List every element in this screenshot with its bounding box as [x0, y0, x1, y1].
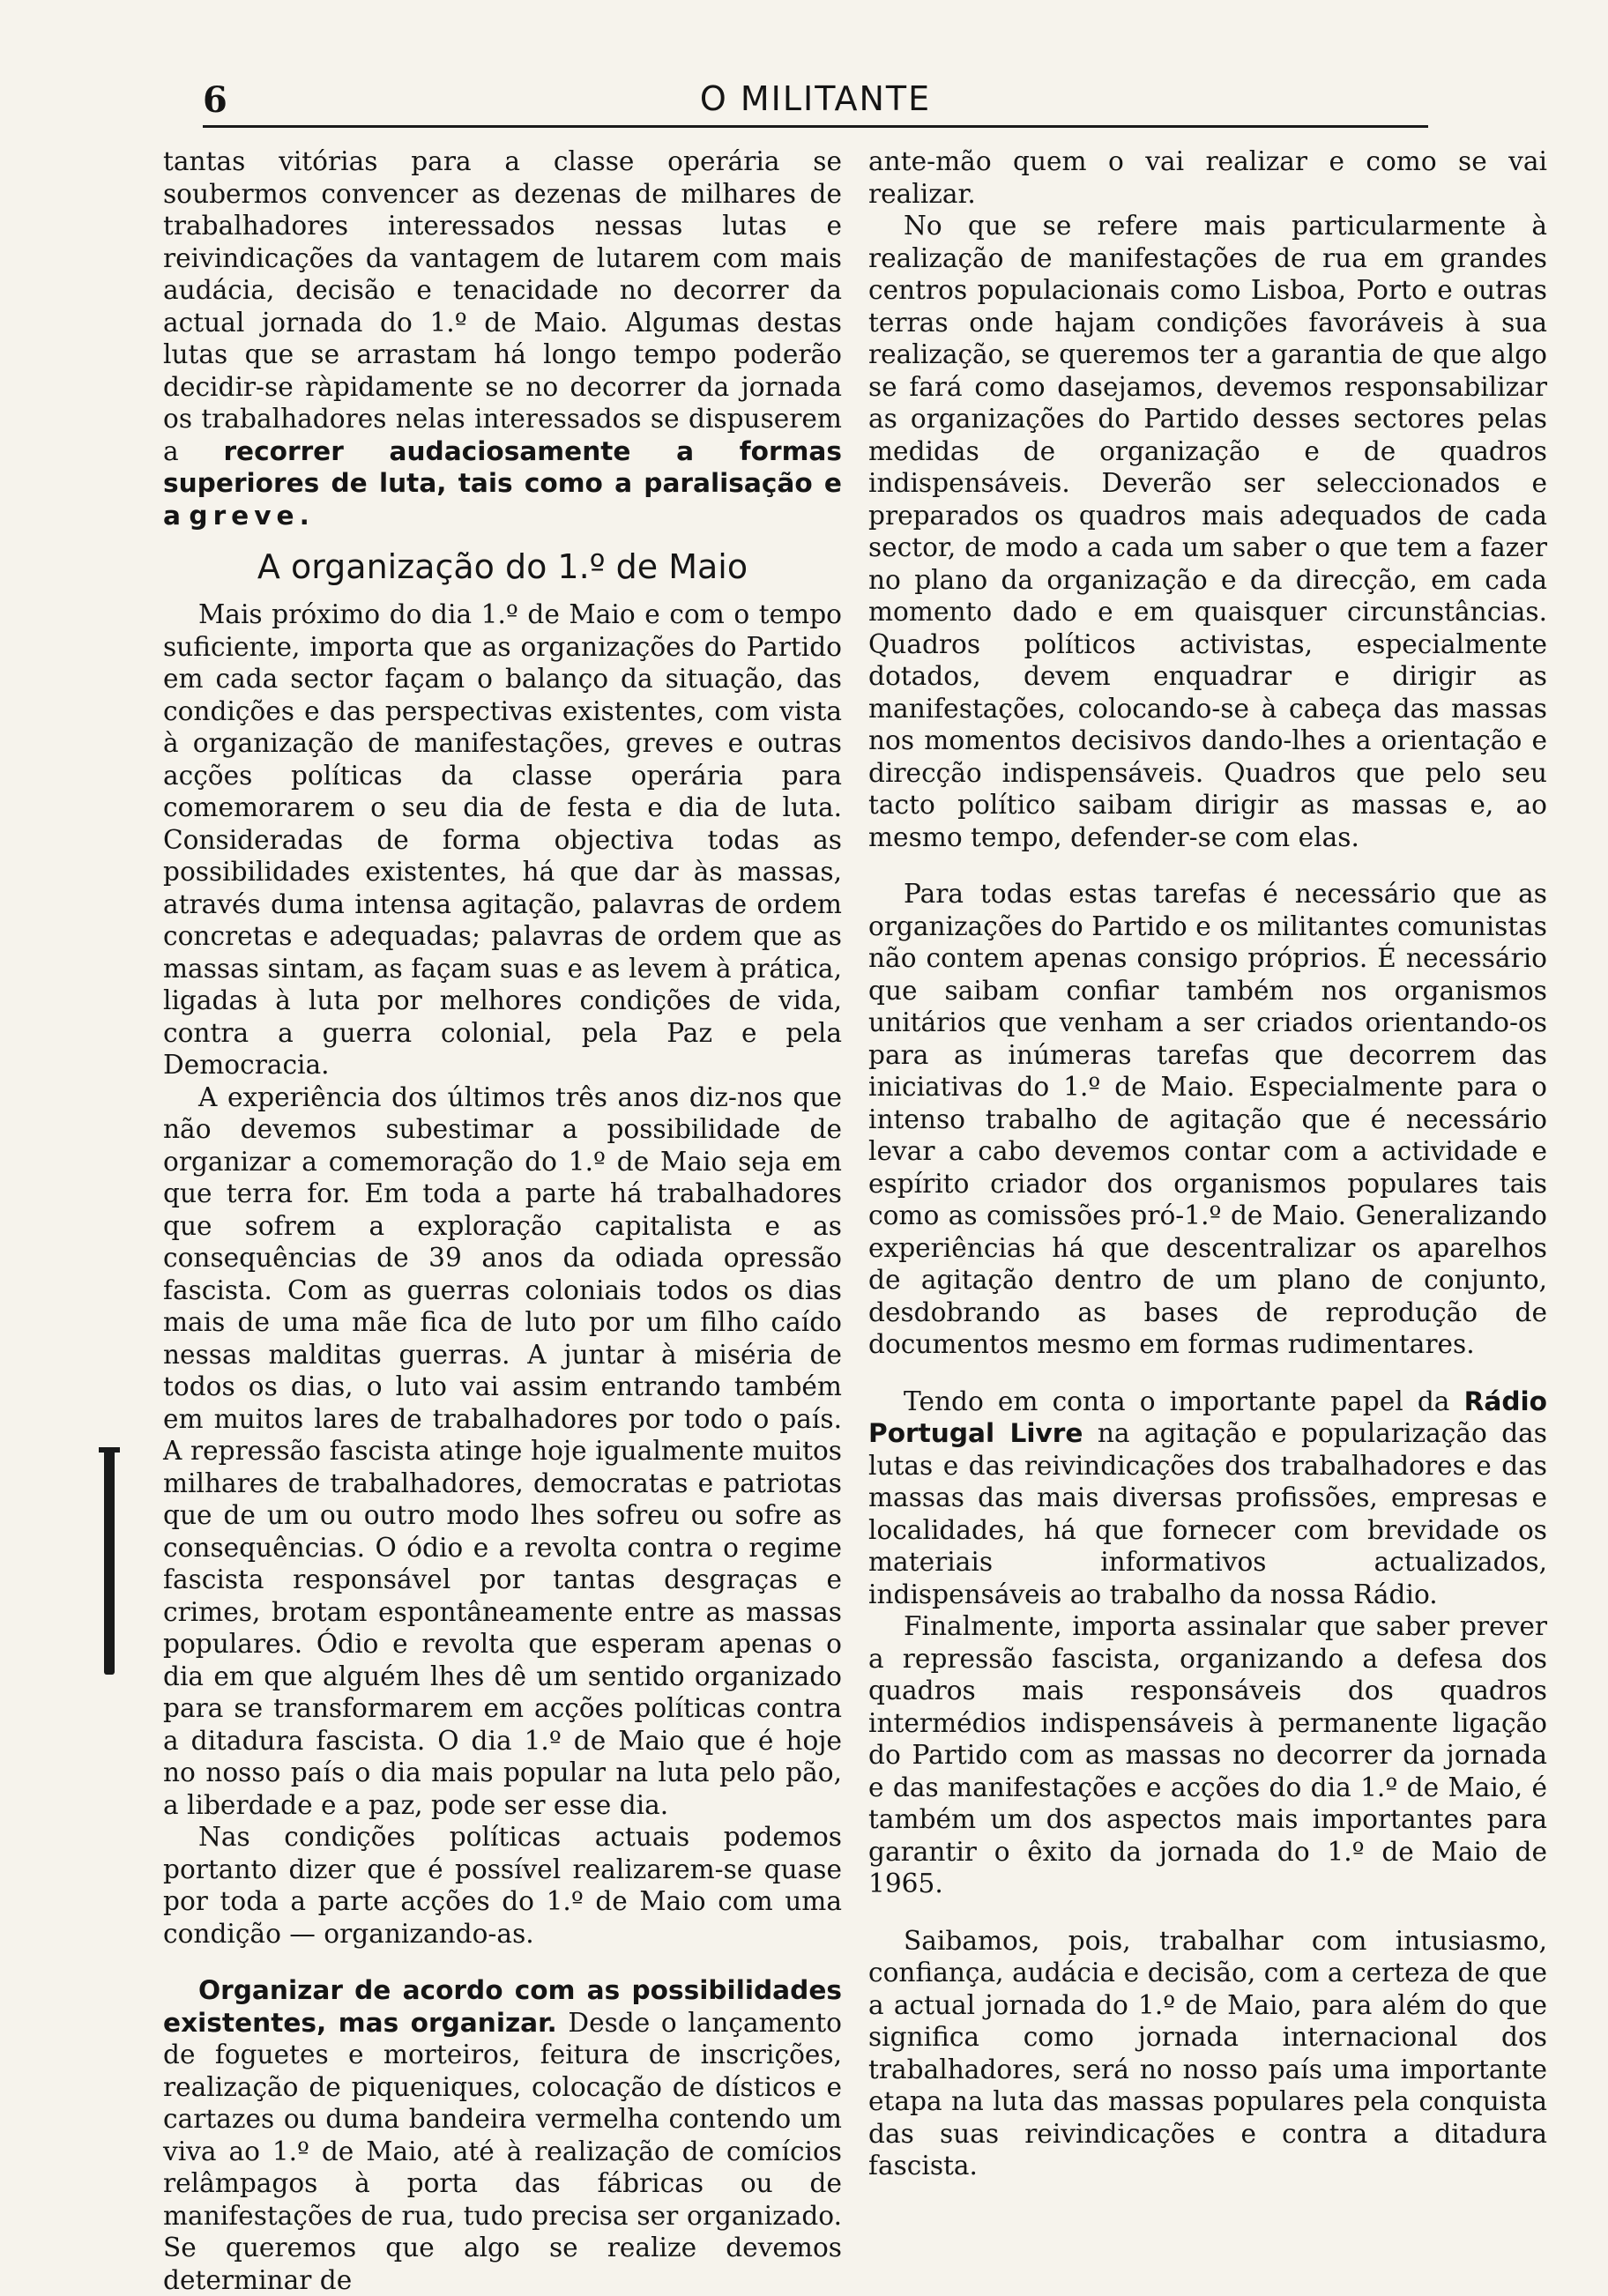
article-paragraph — [163, 1974, 842, 2296]
emphasized-text: Rádio Portugal Livre — [868, 1386, 1547, 1448]
article-paragraph: Saibamos, pois, trabalhar com intusiasmo, confiança, audácia e decisão, com a certeza de que a actual jornada do 1.º de Maio, para além do que significa como jornada internacional dos trabalhadores, será no nosso país uma importante etapa na luta das massas populares pela conquista das suas reivindicações e contra a ditadura fascista. — [868, 1925, 1547, 2181]
article-paragraph: Mais próximo do dia 1.º de Maio e com o tempo suficiente, importa que as organizações do Partido em cada sector façam o balanço da situação, das condições e das perspectivas existentes, com vista à organização de manifestações, greves e outras acções políticas da classe operária para comemorarem o seu dia de festa e dia de luta. Consideradas de forma objectiva todas as possibilidades existentes, há que dar às massas, através duma intensa agitação, palavras de ordem concretas e adequadas; palavras de ordem que as massas sintam, as façam suas e as levem à prática, ligadas à luta por melhores condições de vida, contra a guerra colonial, pela Paz e pela Democracia. — [163, 599, 842, 1080]
journal-title: O MILITANTE — [699, 79, 932, 118]
paragraph-text: na agitação e popularização das lutas e das reivindicações dos trabalhadores e das massas das mais diversas profissões, empresas e localidades, há que fornecer com brevidade os materiais informativos actualizados, indispensáveis ao trabalho da nossa Rádio. — [868, 1418, 1547, 1609]
article-paragraph: Finalmente, importa assinalar que saber prever a repressão fascista, organizando a defesa dos quadros mais responsáveis dos quadros intermédios indispensáveis à permanente ligação do Partido com as massas no decorrer da jornada e das manifestações e acções do dia 1.º de Maio, é também um dos aspectos mais importantes para garantir o êxito da jornada do 1.º de Maio de 1965. — [868, 1611, 1547, 1898]
page-number: 6 — [203, 79, 227, 121]
emphasized-text: Organizar de acordo com as possibilidades existentes, mas organizar. — [163, 1975, 842, 2038]
page-header — [203, 78, 1428, 128]
left-column — [163, 145, 842, 2296]
article-paragraph: Nas condições políticas actuais podemos portanto dizer que é possível realizarem-se quase por toda a parte acções do 1.º de Maio com uma condição — organizando-as. — [163, 1822, 842, 1949]
article-paragraph — [163, 145, 842, 531]
right-column — [868, 145, 1547, 2182]
paragraph-text: Tendo em conta o importante papel da — [904, 1386, 1450, 1416]
article-paragraph: ante-mão quem o vai realizar e como se vai realizar. — [868, 146, 1547, 209]
article-paragraph: Para todas estas tarefas é necessário que as organizações do Partido e os militantes comunistas não contem apenas consigo próprios. É necessário que saibam confiar também nos organismos unitários que venham a ser criados orientando-os para as inúmeras tarefas que decorrem das iniciativas do 1.º de Maio. Especialmente para o intenso trabalho de agitação que é necessário levar a cabo devemos contar com a actividade e espírito criador dos organismos populares tais como as comissões pró-1.º de Maio. Generalizando experiências há que descentralizar os aparelhos de agitação dentro de um plano de conjunto, desdobrando as bases de reprodução de documentos mesmo em formas rudimentares. — [868, 879, 1547, 1359]
emphasized-word: greve. — [189, 500, 315, 531]
emphasized-text: recorrer audaciosamente a formas superiores de luta, tais como a paralisação e a — [163, 435, 842, 531]
article-paragraph: No que se refere mais particularmente à realização de manifestações de rua em grandes centros populacionais como Lisboa, Porto e outras terras onde hajam condições favoráveis à sua realização, se queremos ter a garantia de que algo se fará como dasejamos, devemos responsabilizar as organizações do Partido desses sectores pelas medidas de organização e de quadros indispensáveis. Deverão ser seleccionados e preparados os quadros mais adequados de cada sector, de modo a cada um saber o que tem a fazer no plano da organização e da direcção, em cada momento dado e em quaisquer circunstâncias. Quadros políticos activistas, especialmente dotados, devem enquadrar e dirigir as manifestações, colocando-se à cabeça das massas nos momentos decisivos dando-lhes a orientação e direcção indispensáveis. Quadros que pelo seu tacto político saibam dirigir as massas e, ao mesmo tempo, defender-se com elas. — [868, 211, 1547, 852]
margin-mark — [104, 1447, 115, 1675]
article-paragraph — [868, 1386, 1547, 1611]
article-paragraph: A experiência dos últimos três anos diz-nos que não devemos subestimar a possibilidade de organizar a comemoração do 1.º de Maio seja em que terra for. Em toda a parte há trabalhadores que sofrem a exploração capitalista e as consequências de 39 anos da odiada opressão fascista. Com as guerras coloniais todos os dias mais de uma mãe fica de luto por um filho caído nessas malditas guerras. A juntar à miséria de todos os dias, o luto vai assim entrando também em muitos lares de trabalhadores por todo o país. A repressão fascista atinge hoje igualmente muitos milhares de trabalhadores, democratas e patriotas que de um ou outro modo lhes sofreu ou sofre as consequências. O ódio e a revolta contra o regime fascista responsável por tantas desgraças e crimes, brotam espontâneamente entre as massas populares. Ódio e revolta que esperam apenas o dia em que alguém lhes dê um sentido organizado para se transformarem em acções políticas contra a ditadura fascista. O dia 1.º de Maio que é hoje no nosso país o dia mais popular na luta pelo pão, a liberdade e a paz, pode ser esse dia. — [163, 1081, 842, 1820]
paragraph-text: Desde o lançamento de foguetes e morteiros, feitura de inscrições, realização de piqueniques, colocação de dísticos e cartazes ou duma bandeira vermelha contendo um viva ao 1.º de Maio, até à realização de comícios relâmpagos à porta das fábricas ou de manifestações de rua, tudo precisa ser organizado. Se queremos que algo se realize devemos determinar de — [163, 2007, 842, 2295]
section-heading: A organização do 1.º de Maio — [257, 547, 748, 586]
paragraph-text: tantas vitórias para a classe operária se soubermos convencer as dezenas de milhares de trabalhadores interessados nessas lutas e reivindicações da vantagem de lutarem com mais audácia, decisão e tenacidade no decorrer da actual jornada do 1.º de Maio. Algumas destas lutas que se arrastam há longo tempo poderão decidir-se ràpidamente se no decorrer da jornada os trabalhadores nelas interessados se dispuserem a — [163, 146, 842, 466]
